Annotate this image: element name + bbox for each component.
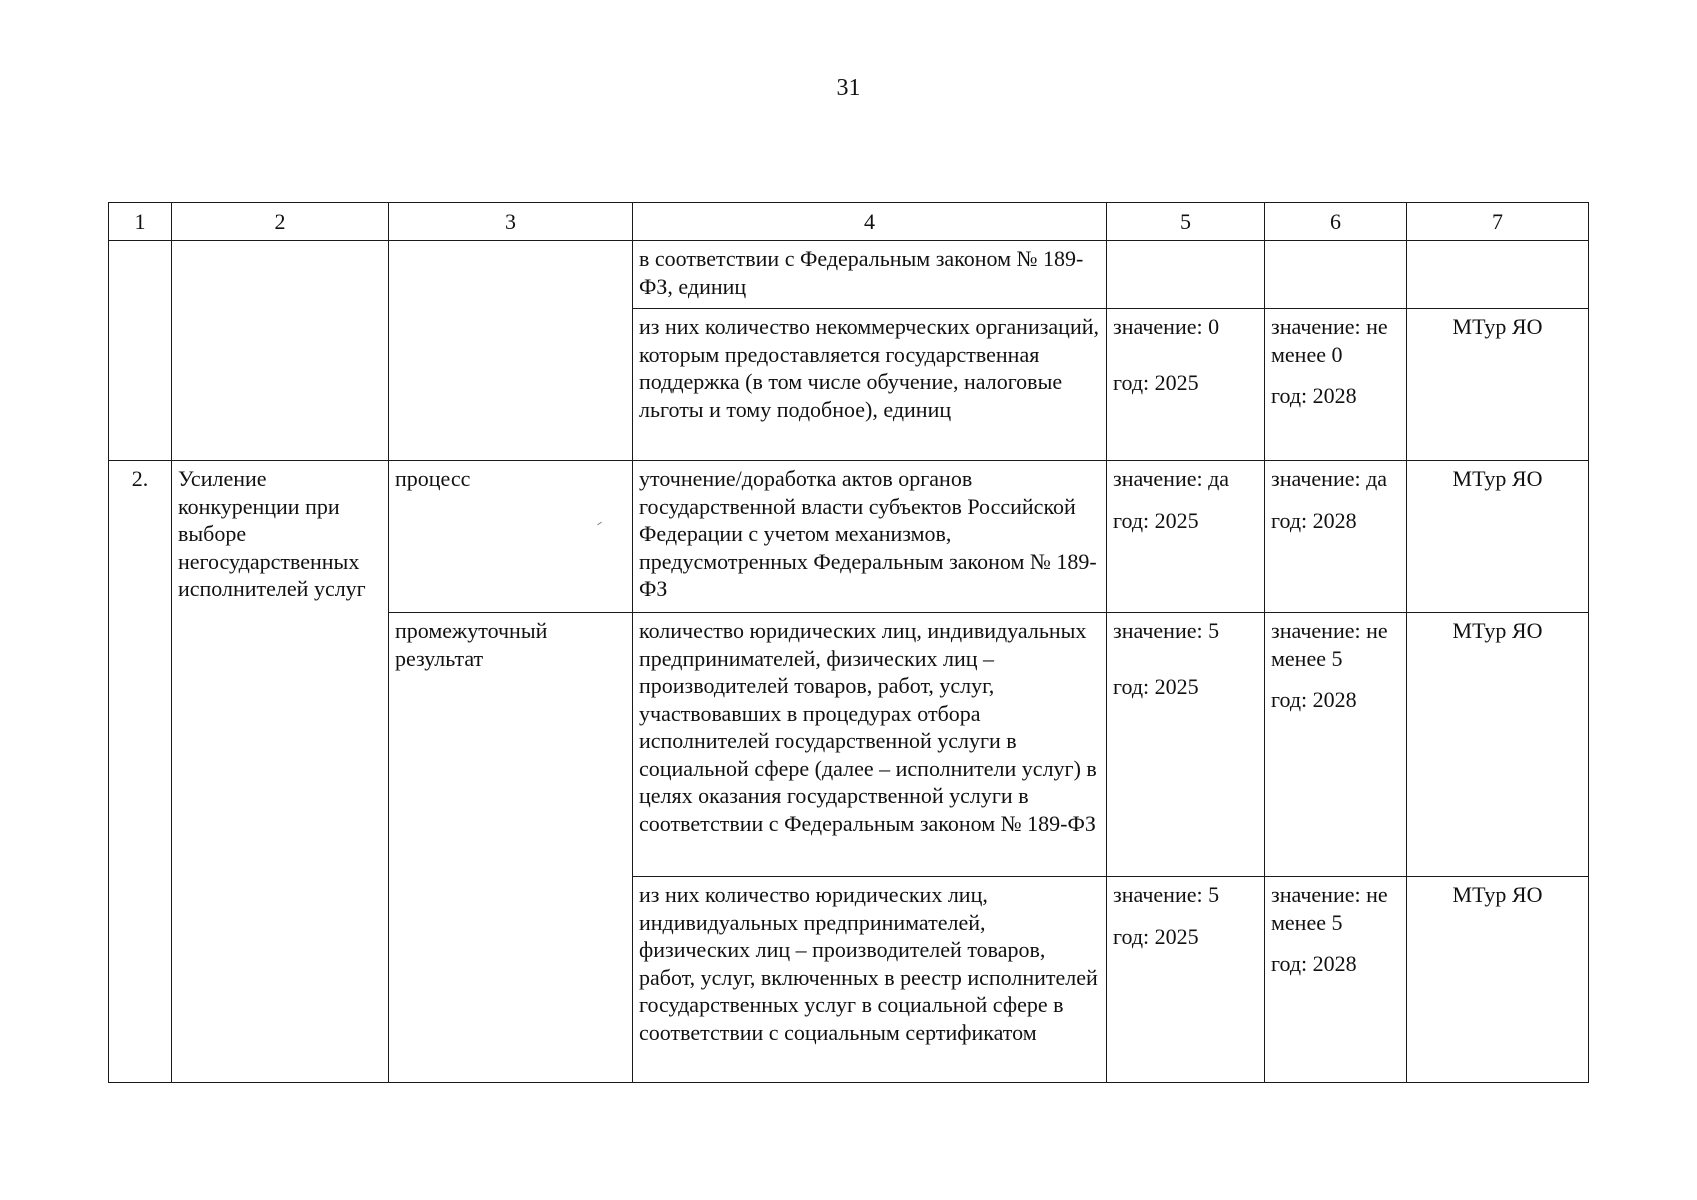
- column-header-4: 4: [633, 203, 1107, 241]
- target-value-cell: [1265, 241, 1407, 309]
- base-value-cell: [1107, 461, 1265, 613]
- table-row: [109, 461, 1589, 613]
- base-value: значение: 5: [1113, 618, 1220, 643]
- indicator-name-cell: уточнение/доработка актов органов государственной власти субъектов Российской Федерации с учетом механизмов, предусмотренных Федеральным законом № 189-ФЗ: [633, 461, 1107, 613]
- target-value: значение: не менее 5: [1271, 882, 1388, 935]
- page-number: 31: [836, 75, 861, 101]
- base-year: год: 2025: [1113, 673, 1199, 699]
- base-year: год: 2025: [1113, 923, 1199, 949]
- column-header-7: 7: [1407, 203, 1589, 241]
- target-value: значение: да: [1271, 466, 1388, 491]
- target-value-cell: [1265, 309, 1407, 461]
- responsible-cell: МТур ЯО: [1407, 461, 1589, 613]
- target-value: значение: не менее 0: [1271, 314, 1388, 367]
- responsible-cell: МТур ЯО: [1407, 877, 1589, 1083]
- responsible-cell: МТур ЯО: [1407, 613, 1589, 877]
- task-cell: Усиление конкуренции при выборе негосударственных исполнителей услуг: [172, 461, 389, 1083]
- base-year: год: 2025: [1113, 507, 1199, 533]
- base-value: значение: 0: [1113, 314, 1220, 339]
- base-value: значение: 5: [1113, 882, 1220, 907]
- table-header-row: [109, 203, 1589, 241]
- responsible-cell: [1407, 241, 1589, 309]
- task-cell: [172, 241, 389, 461]
- base-year: год: 2025: [1113, 369, 1199, 395]
- target-year: год: 2028: [1271, 951, 1357, 976]
- base-value-cell: [1107, 613, 1265, 877]
- target-value: значение: не менее 5: [1271, 618, 1388, 671]
- target-year: год: 2028: [1271, 507, 1357, 533]
- column-header-6: 6: [1265, 203, 1407, 241]
- target-value-cell: [1265, 613, 1407, 877]
- column-header-3: 3: [389, 203, 633, 241]
- table-row: [109, 241, 1589, 309]
- base-value: значение: да: [1113, 466, 1230, 491]
- base-value-cell: [1107, 877, 1265, 1083]
- responsible-cell: МТур ЯО: [1407, 309, 1589, 461]
- target-value-cell: [1265, 877, 1407, 1083]
- indicator-name-cell: из них количество юридических лиц, индивидуальных предпринимателей, физических лиц – производителей товаров, работ, услуг, включенных в реестр исполнителей государственных услуг в социальной сфере в соответствии с социальным сертификатом: [633, 877, 1107, 1083]
- column-header-2: 2: [172, 203, 389, 241]
- row-number-cell: [109, 241, 172, 461]
- target-year: год: 2028: [1271, 687, 1357, 712]
- row-number-cell: 2.: [109, 461, 172, 1083]
- column-header-1: 1: [109, 203, 172, 241]
- indicator-type-cell: [389, 241, 633, 461]
- indicator-table: [108, 202, 1589, 1083]
- indicator-name-cell: количество юридических лиц, индивидуальных предпринимателей, физических лиц – производителей товаров, работ, услуг, участвовавших в процедурах отбора исполнителей государственной услуги в социальной сфере (далее – исполнители услуг) в целях оказания государственной услуги в соответствии с Федеральным законом № 189-ФЗ: [633, 613, 1107, 877]
- indicator-name-cell: в соответствии с Федеральным законом № 189-ФЗ, единиц: [633, 241, 1107, 309]
- base-value-cell: [1107, 309, 1265, 461]
- target-year: год: 2028: [1271, 383, 1357, 408]
- indicator-name-cell: из них количество некоммерческих организаций, которым предоставляется государственная поддержка (в том числе обучение, налоговые льготы и тому подобное), единиц: [633, 309, 1107, 461]
- base-value-cell: [1107, 241, 1265, 309]
- indicator-type-cell: промежуточный результат: [389, 613, 633, 1083]
- indicator-type-cell: процесс: [389, 461, 633, 613]
- target-value-cell: [1265, 461, 1407, 613]
- column-header-5: 5: [1107, 203, 1265, 241]
